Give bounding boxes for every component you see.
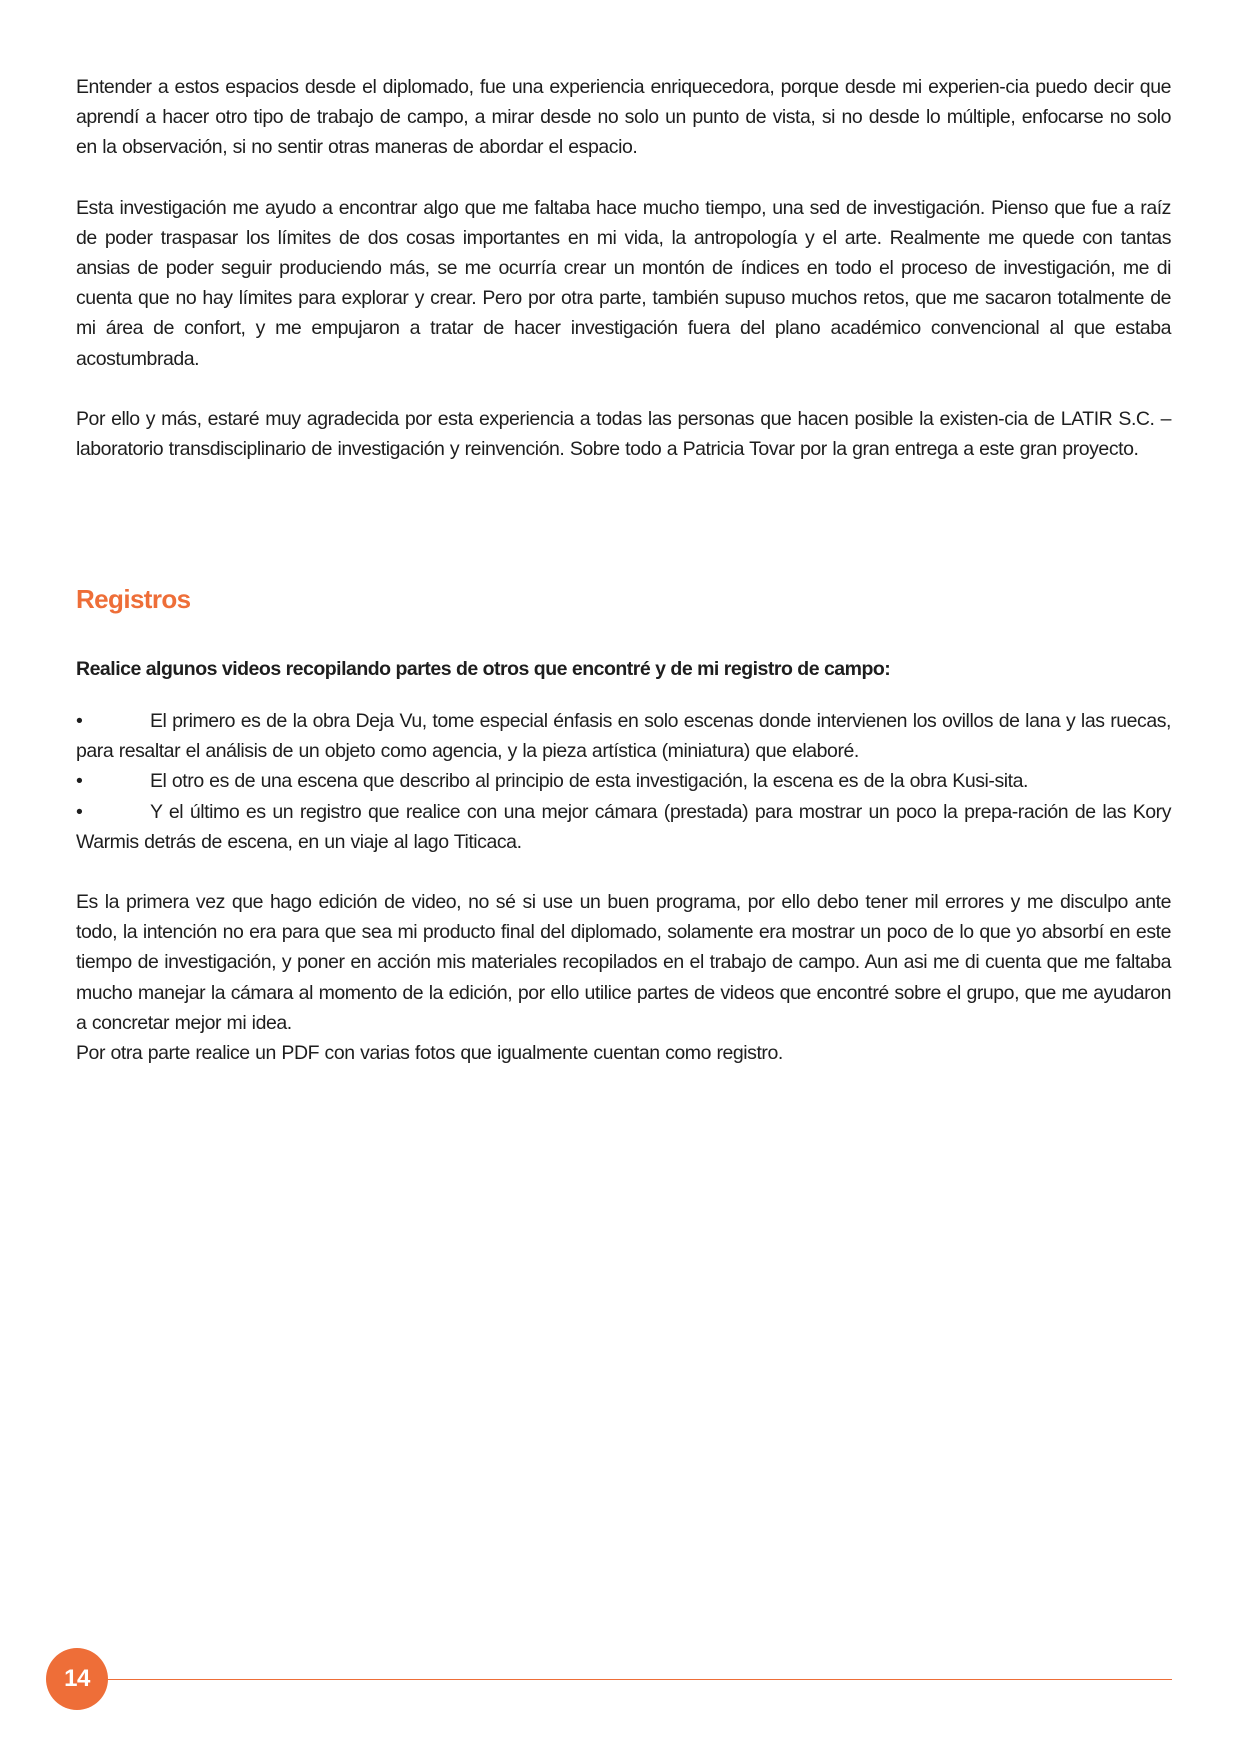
section-title-registros: Registros bbox=[76, 584, 191, 614]
list-item bbox=[76, 766, 1171, 796]
list-item-text: El otro es de una escena que describo al principio de esta investigación, la escena es de la obra Kusi-sita. bbox=[150, 770, 1028, 793]
closing-paragraph: Es la primera vez que hago edición de video, no sé si use un buen programa, por ello debo tener mil errores y me disculpo ante todo, la intención no era para que sea mi producto final del diplomado, solamente era mostrar un poco de lo que yo absorbí en este tiempo de investigación, y poner en acción mis materiales recopilados en el trabajo de campo. Aun asi me di cuenta que me faltaba mucho manejar la cámara al momento de la edición, por ello utilice partes de videos que encontré sobre el grupo, que me ayudaron a concretar mejor mi idea. bbox=[76, 891, 1171, 1034]
bullet-marker: • bbox=[76, 800, 83, 823]
registros-section bbox=[76, 654, 1171, 1068]
bullet-marker: • bbox=[76, 770, 83, 793]
bullet-marker: • bbox=[76, 710, 83, 732]
list-item-text: Y el último es un registro que realice con una mejor cámara (prestada) para mostrar un poco la prepa-ración de las Kory Warmis detrás de escena, en un viaje al lago Titicaca. bbox=[76, 800, 1171, 853]
page-number-badge bbox=[46, 1648, 108, 1710]
video-list bbox=[76, 706, 1171, 857]
footer-divider bbox=[106, 1679, 1172, 1680]
page-number: 14 bbox=[64, 1665, 90, 1692]
section-subheading: Realice algunos videos recopilando partes de otros que encontré y de mi registro de campo: bbox=[76, 658, 891, 680]
closing-note: Por otra parte realice un PDF con varias fotos que igualmente cuentan como registro. bbox=[76, 1042, 783, 1065]
intro-paragraph-3: Por ello y más, estaré muy agradecida por esta experiencia a todas las personas que hacen posible la existen-cia de LATIR S.C. – laboratorio transdisciplinario de investigación y reinvención. Sobre todo a Patricia Tovar por la gran entrega a este gran proyecto. bbox=[76, 407, 1171, 461]
intro-paragraph-1: Entender a estos espacios desde el diplomado, fue una experiencia enriquecedora, porque desde mi experien-cia puedo decir que aprendí a hacer otro tipo de trabajo de campo, a mirar desde no solo un punto de vista, si no desde lo múltiple, enfocarse no solo en la observación, si no sentir otras maneras de abordar el espacio. bbox=[76, 76, 1171, 159]
intro-text-block bbox=[76, 72, 1171, 464]
list-item bbox=[76, 706, 1171, 766]
list-item-text: El primero es de la obra Deja Vu, tome especial énfasis en solo escenas donde intervienen los ovillos de lana y las ruecas, para resaltar el análisis de un objeto como agencia, y la pieza artística (miniatura) que elaboré. bbox=[76, 710, 1171, 763]
list-item bbox=[76, 797, 1171, 857]
intro-paragraph-2: Esta investigación me ayudo a encontrar algo que me faltaba hace mucho tiempo, una sed de investigación. Pienso que fue a raíz de poder traspasar los límites de dos cosas importantes en mi vida, la antropología y el arte. Realmente me quede con tantas ansias de poder seguir produciendo más, se me ocurría crear un montón de índices en todo el proceso de investigación, me di cuenta que no hay límites para explorar y crear. Pero por otra parte, también supuso muchos retos, que me sacaron totalmente de mi área de confort, y me empujaron a tratar de hacer investigación fuera del plano académico convencional al que estaba acostumbrada. bbox=[76, 196, 1171, 370]
